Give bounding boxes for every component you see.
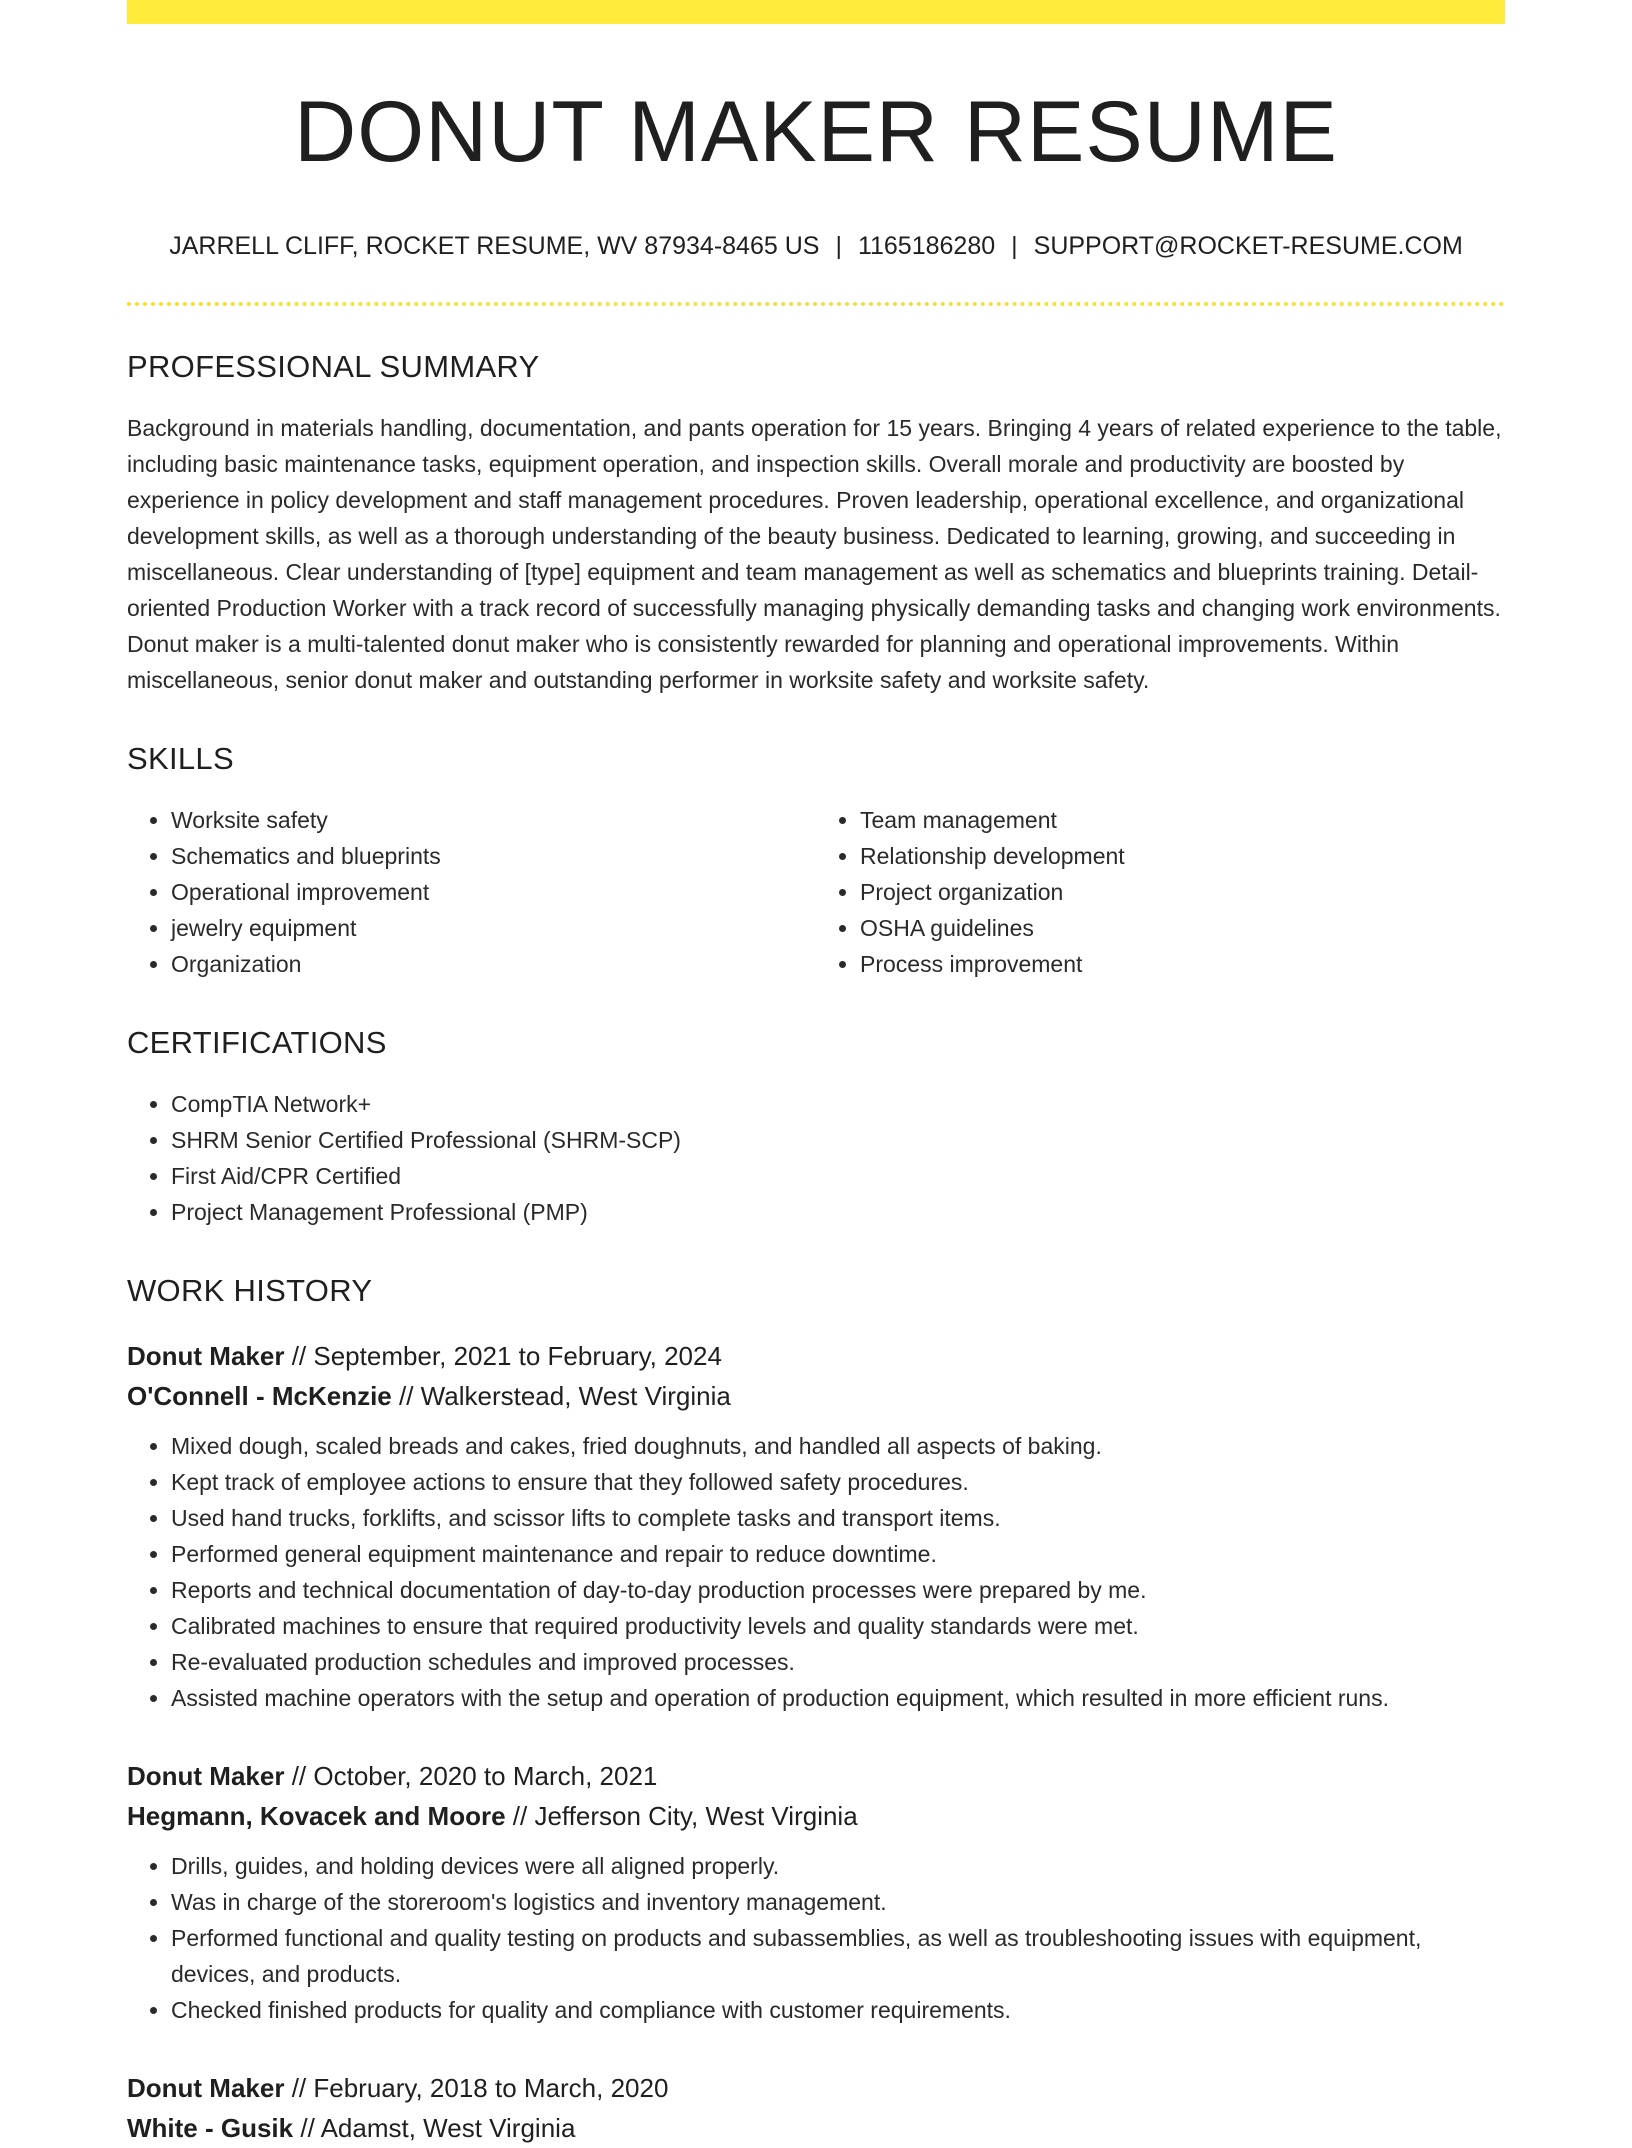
job-company: O'Connell - McKenzie [127, 1381, 392, 1411]
summary-text: Background in materials handling, documentation, and pants operation for 15 years. Bringing 4 years of related experience to the table, including basic maintenance tasks, equipment operation, and inspection skills. Overall morale and productivity are boosted by experience in policy development and staff management procedures. Proven leadership, operational excellence, and organizational development skills, as well as a thorough understanding of the beauty business. Dedicated to learning, growing, and succeeding in miscellaneous. Clear understanding of [type] equipment and team management as well as schematics and blueprints training. Detail-oriented Production Worker with a track record of successfully managing physically demanding tasks and changing work environments. Donut maker is a multi-talented donut maker who is consistently rewarded for planning and operational improvements. Within miscellaneous, senior donut maker and outstanding performer in worksite safety and worksite safety. [127, 415, 1502, 693]
job-separator: // [391, 1381, 421, 1411]
certifications-list [127, 1086, 1505, 1230]
job-company-line [127, 1796, 1505, 1836]
job-entry [127, 2068, 1505, 2148]
job-location: Jefferson City, West Virginia [534, 1801, 858, 1831]
dotted-divider [127, 302, 1505, 306]
job-bullet: • Assisted machine operators with the setup and operation of production equipment, which resulted in more efficient runs. [171, 1680, 1505, 1716]
job-company: White - Gusik [127, 2113, 294, 2143]
contact-separator: | [835, 232, 842, 260]
job-bullet: • Calibrated machines to ensure that required productivity levels and quality standards were met. [171, 1608, 1505, 1644]
job-separator: // [505, 1801, 535, 1831]
job-bullets [127, 1848, 1505, 2028]
job-bullet: • Performed general equipment maintenance and repair to reduce downtime. [171, 1536, 1505, 1572]
job-entry [127, 1756, 1505, 2028]
job-company-line [127, 2108, 1505, 2148]
job-separator: // [284, 2073, 314, 2103]
contact-email: SUPPORT@ROCKET-RESUME.COM [1033, 232, 1463, 260]
skills-list-right [816, 802, 1505, 982]
skills-columns [127, 802, 1505, 982]
job-dates: February, 2018 to March, 2020 [313, 2073, 669, 2103]
job-bullet: • Was in charge of the storeroom's logistics and inventory management. [171, 1884, 1505, 1920]
job-dates: October, 2020 to March, 2021 [313, 1761, 658, 1791]
skill-item: • Relationship development [860, 838, 1505, 874]
job-title-line [127, 1336, 1505, 1376]
certification-item: • Project Management Professional (PMP) [171, 1194, 1505, 1230]
summary-heading: PROFESSIONAL SUMMARY [127, 349, 540, 384]
skills-list-left [127, 802, 816, 982]
certifications-heading: CERTIFICATIONS [127, 1025, 387, 1060]
job-title-line [127, 2068, 1505, 2108]
skill-item: • Process improvement [860, 946, 1505, 982]
skill-item: • OSHA guidelines [860, 910, 1505, 946]
skill-item: • Schematics and blueprints [171, 838, 816, 874]
page-title: DONUT MAKER RESUME [294, 84, 1338, 180]
job-bullet: • Reports and technical documentation of day-to-day production processes were prepared by me. [171, 1572, 1505, 1608]
skill-item: • Operational improvement [171, 874, 816, 910]
contact-address: JARRELL CLIFF, ROCKET RESUME, WV 87934-8465 US [169, 232, 820, 260]
job-title-line [127, 1756, 1505, 1796]
skills-heading: SKILLS [127, 741, 234, 776]
job-bullet: • Used hand trucks, forklifts, and scissor lifts to complete tasks and transport items. [171, 1500, 1505, 1536]
job-bullet: • Re-evaluated production schedules and improved processes. [171, 1644, 1505, 1680]
contact-phone: 1165186280 [857, 232, 996, 260]
certification-item: • SHRM Senior Certified Professional (SHRM-SCP) [171, 1122, 1505, 1158]
skill-item: • Organization [171, 946, 816, 982]
skill-item: • Team management [860, 802, 1505, 838]
accent-bar [127, 0, 1505, 24]
job-entry [127, 1336, 1505, 1716]
job-company: Hegmann, Kovacek and Moore [127, 1801, 506, 1831]
job-separator: // [284, 1341, 314, 1371]
job-separator: // [284, 1761, 314, 1791]
job-bullet: • Kept track of employee actions to ensure that they followed safety procedures. [171, 1464, 1505, 1500]
skill-item: • jewelry equipment [171, 910, 816, 946]
job-bullet: • Performed functional and quality testing on products and subassemblies, as well as troubleshooting issues with equipment, devices, and products. [171, 1920, 1505, 1992]
skill-item: • Project organization [860, 874, 1505, 910]
job-separator: // [293, 2113, 321, 2143]
job-dates: September, 2021 to February, 2024 [313, 1341, 722, 1371]
job-bullet: • Mixed dough, scaled breads and cakes, fried doughnuts, and handled all aspects of baking. [171, 1428, 1505, 1464]
job-bullet: • Drills, guides, and holding devices were all aligned properly. [171, 1848, 1505, 1884]
certification-item: • CompTIA Network+ [171, 1086, 1505, 1122]
resume-page [127, 0, 1505, 2148]
job-location: Adamst, West Virginia [320, 2113, 576, 2143]
skill-item: • Worksite safety [171, 802, 816, 838]
job-bullets [127, 1428, 1505, 1716]
certification-item: • First Aid/CPR Certified [171, 1158, 1505, 1194]
job-title: Donut Maker [127, 1341, 285, 1371]
job-location: Walkerstead, West Virginia [420, 1381, 731, 1411]
job-title: Donut Maker [127, 1761, 285, 1791]
job-company-line [127, 1376, 1505, 1416]
work-history-heading: WORK HISTORY [127, 1273, 373, 1308]
job-title: Donut Maker [127, 2073, 285, 2103]
job-bullet: • Checked finished products for quality and compliance with customer requirements. [171, 1992, 1505, 2028]
contact-separator: | [1011, 232, 1018, 260]
contact-line [127, 230, 1505, 262]
